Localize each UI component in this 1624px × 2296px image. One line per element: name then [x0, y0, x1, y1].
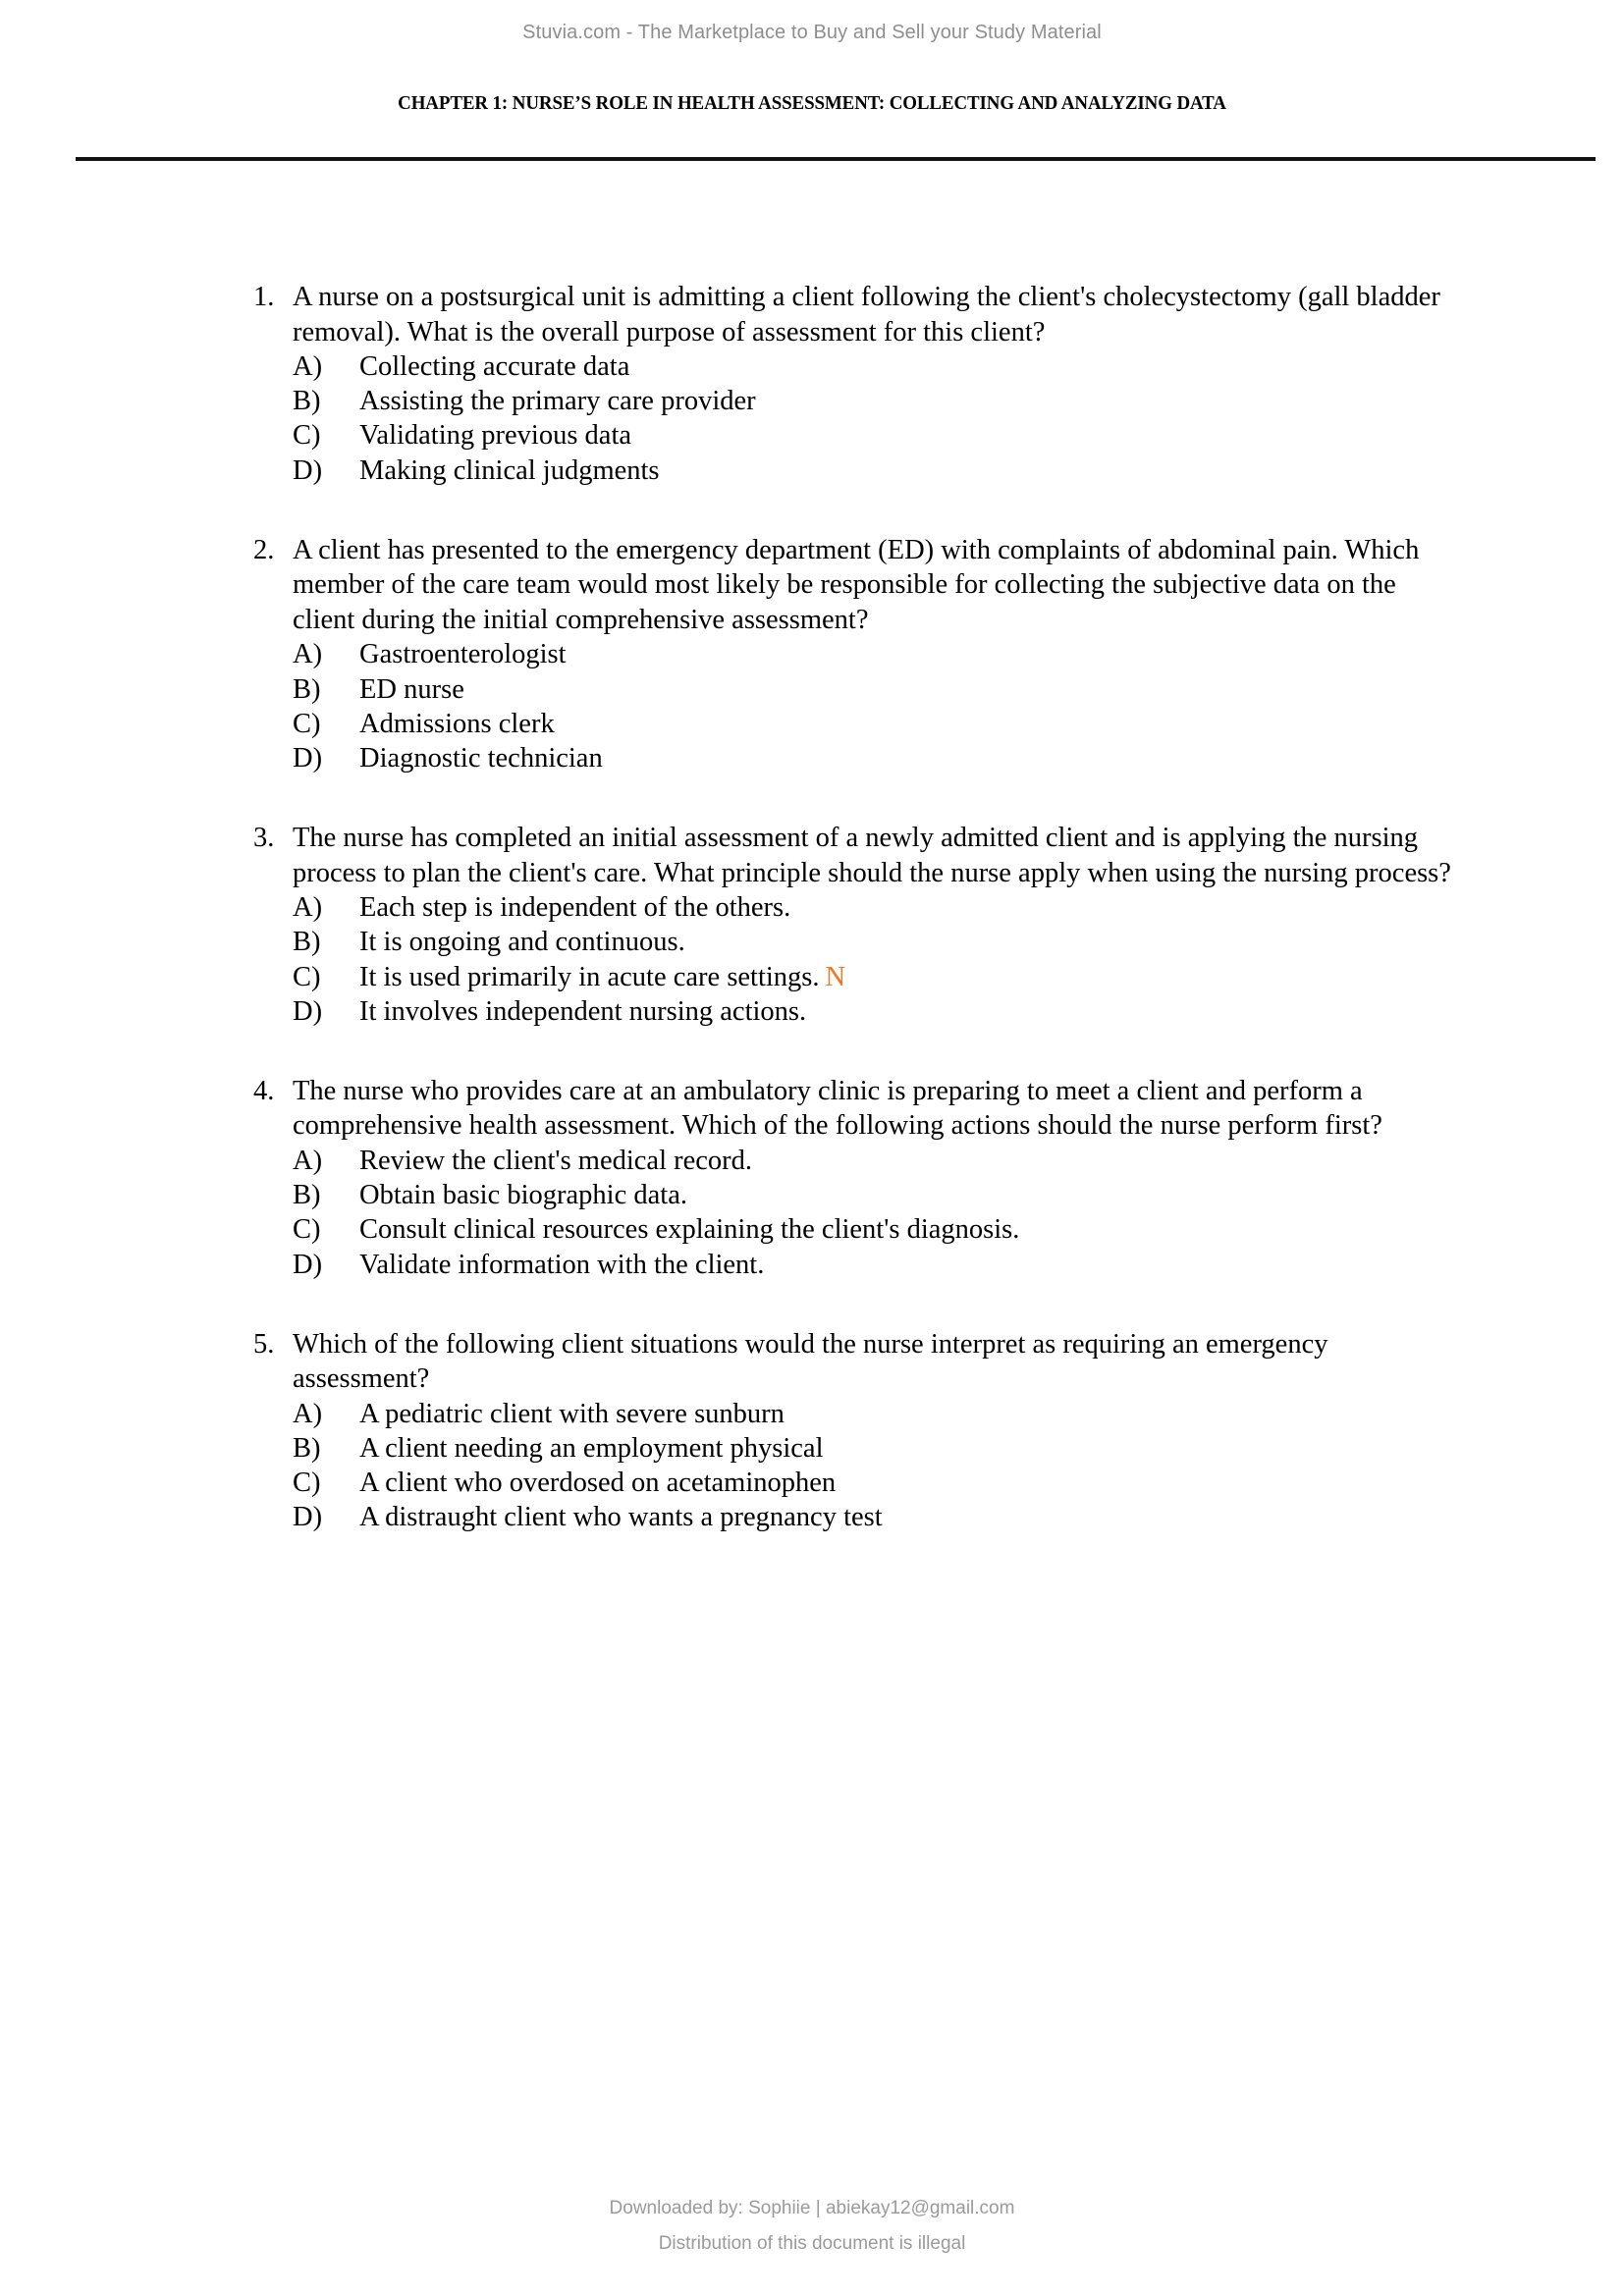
answer-option[interactable]: [293, 672, 1461, 707]
answer-option-text: Gastroenterologist: [359, 639, 567, 670]
answer-option-text: A distraught client who wants a pregnancy test: [359, 1502, 883, 1533]
answer-option-letter: C): [293, 420, 321, 452]
answer-option-text: Collecting accurate data: [359, 351, 630, 382]
answer-option-letter: B): [293, 1180, 321, 1211]
answer-option-text: Making clinical judgments: [359, 454, 660, 486]
answer-option-letter: A): [293, 351, 323, 382]
answer-option-text: Assisting the primary care provider: [359, 386, 756, 417]
answer-option[interactable]: [293, 418, 1461, 453]
question-text: A client has presented to the emergency department (ED) with complaints of abdominal pain. Which member of the care team would most likely be responsible for collecting the subjective data on the client during the initial comprehensive assessment?: [293, 534, 1420, 635]
question-stem-row: [253, 1074, 1461, 1144]
answer-option[interactable]: [293, 1500, 1461, 1534]
answer-option[interactable]: [293, 637, 1461, 671]
question-text: Which of the following client situations would the nurse interpret as requiring an emergency assessment?: [293, 1328, 1328, 1395]
answer-option-letter: D): [293, 742, 323, 774]
answer-option-letter: A): [293, 892, 323, 924]
question-stem-row: [253, 533, 1461, 638]
footer-distribution-notice: Distribution of this document is illegal: [658, 2233, 966, 2254]
answer-option-letter: C): [293, 961, 321, 992]
answer-option-letter: A): [293, 639, 323, 670]
question-block: [253, 280, 1461, 488]
answer-option-text: A client needing an employment physical: [359, 1432, 824, 1464]
answer-option-text: Each step is independent of the others.: [359, 892, 791, 924]
question-number: 4.: [253, 1075, 275, 1106]
answer-option-letter: A): [293, 1145, 323, 1176]
stuvia-watermark-banner: Stuvia.com - The Marketplace to Buy and Sell your Study Material: [522, 22, 1102, 43]
question-list: [253, 280, 1461, 1535]
answer-option-text: Validating previous data: [359, 420, 632, 452]
answer-option-list: [253, 1144, 1461, 1282]
answer-option-text: Admissions clerk: [359, 708, 555, 739]
question-text: The nurse has completed an initial assessment of a newly admitted client and is applying the nursing process to plan the client's care. What principle should the nurse apply when using the nursing process?: [293, 823, 1451, 888]
answer-option[interactable]: [293, 741, 1461, 775]
answer-option-letter: D): [293, 454, 323, 486]
answer-option[interactable]: [293, 1397, 1461, 1431]
question-block: [253, 533, 1461, 775]
chapter-title: CHAPTER 1: NURSE’S ROLE IN HEALTH ASSESSMENT: COLLECTING AND ANALYZING DATA: [398, 93, 1226, 114]
answer-option-letter: B): [293, 386, 321, 417]
answer-option[interactable]: [293, 349, 1461, 384]
title-divider-rule: [76, 157, 1596, 161]
answer-option-text: It is ongoing and continuous.: [359, 927, 685, 958]
question-number: 5.: [253, 1328, 275, 1360]
answer-option-letter: C): [293, 1468, 321, 1499]
answer-option-letter: D): [293, 1502, 323, 1533]
question-text: A nurse on a postsurgical unit is admitting a client following the client's cholecystectomy (gall bladder removal). What is the overall purpose of assessment for this client?: [293, 282, 1440, 347]
answer-option-letter: C): [293, 708, 321, 739]
answer-option-text: A pediatric client with severe sunburn: [359, 1398, 785, 1429]
answer-option-letter: B): [293, 1432, 321, 1464]
question-text: The nurse who provides care at an ambulatory clinic is preparing to meet a client and perform a comprehensive health assessment. Which of the following actions should the nurse perform first?: [293, 1075, 1382, 1142]
question-block: [253, 1074, 1461, 1282]
answer-option[interactable]: [293, 925, 1461, 959]
answer-option-text: Diagnostic technician: [359, 742, 603, 774]
answer-option-text: Validate information with the client.: [359, 1249, 765, 1280]
question-number: 3.: [253, 823, 275, 854]
answer-option-text: It is used primarily in acute care settings.: [359, 961, 820, 992]
question-number: 1.: [253, 282, 275, 312]
answer-option-letter: A): [293, 1398, 323, 1429]
answer-option[interactable]: [293, 1212, 1461, 1247]
answer-option-list: [253, 1397, 1461, 1535]
answer-option-letter: D): [293, 995, 323, 1027]
answer-option[interactable]: [293, 1248, 1461, 1282]
answer-option[interactable]: [293, 707, 1461, 741]
answer-option-list: [253, 349, 1461, 488]
answer-option-letter: B): [293, 673, 321, 705]
answer-option-text: A client who overdosed on acetaminophen: [359, 1468, 837, 1499]
answer-option-text: Consult clinical resources explaining the client's diagnosis.: [359, 1214, 1020, 1246]
answer-option-letter: B): [293, 927, 321, 958]
answer-option[interactable]: [293, 960, 1461, 994]
answer-option[interactable]: [293, 1466, 1461, 1500]
answer-option-text: ED nurse: [359, 673, 464, 705]
answer-option-text: It involves independent nursing actions.: [359, 995, 807, 1027]
answer-option[interactable]: [293, 454, 1461, 488]
answer-option-text: Review the client's medical record.: [359, 1145, 753, 1176]
stray-annotation-mark: N: [825, 961, 846, 992]
question-number: 2.: [253, 534, 275, 565]
question-stem-row: [253, 821, 1461, 890]
answer-option[interactable]: [293, 1431, 1461, 1466]
answer-option-text: Obtain basic biographic data.: [359, 1180, 687, 1211]
question-block: [253, 1327, 1461, 1535]
answer-option[interactable]: [293, 994, 1461, 1029]
question-stem-row: [253, 280, 1461, 349]
answer-option-letter: D): [293, 1249, 323, 1280]
question-stem-row: [253, 1327, 1461, 1397]
answer-option-letter: C): [293, 1214, 321, 1246]
answer-option[interactable]: [293, 890, 1461, 925]
answer-option[interactable]: [293, 384, 1461, 418]
question-block: [253, 821, 1461, 1029]
answer-option-list: [253, 890, 1461, 1029]
page-footer: [0, 2198, 1624, 2255]
footer-downloaded-by: Downloaded by: Sophiie | abiekay12@gmail.com: [609, 2198, 1015, 2218]
answer-option[interactable]: [293, 1144, 1461, 1178]
answer-option[interactable]: [293, 1178, 1461, 1212]
answer-option-list: [253, 637, 1461, 775]
